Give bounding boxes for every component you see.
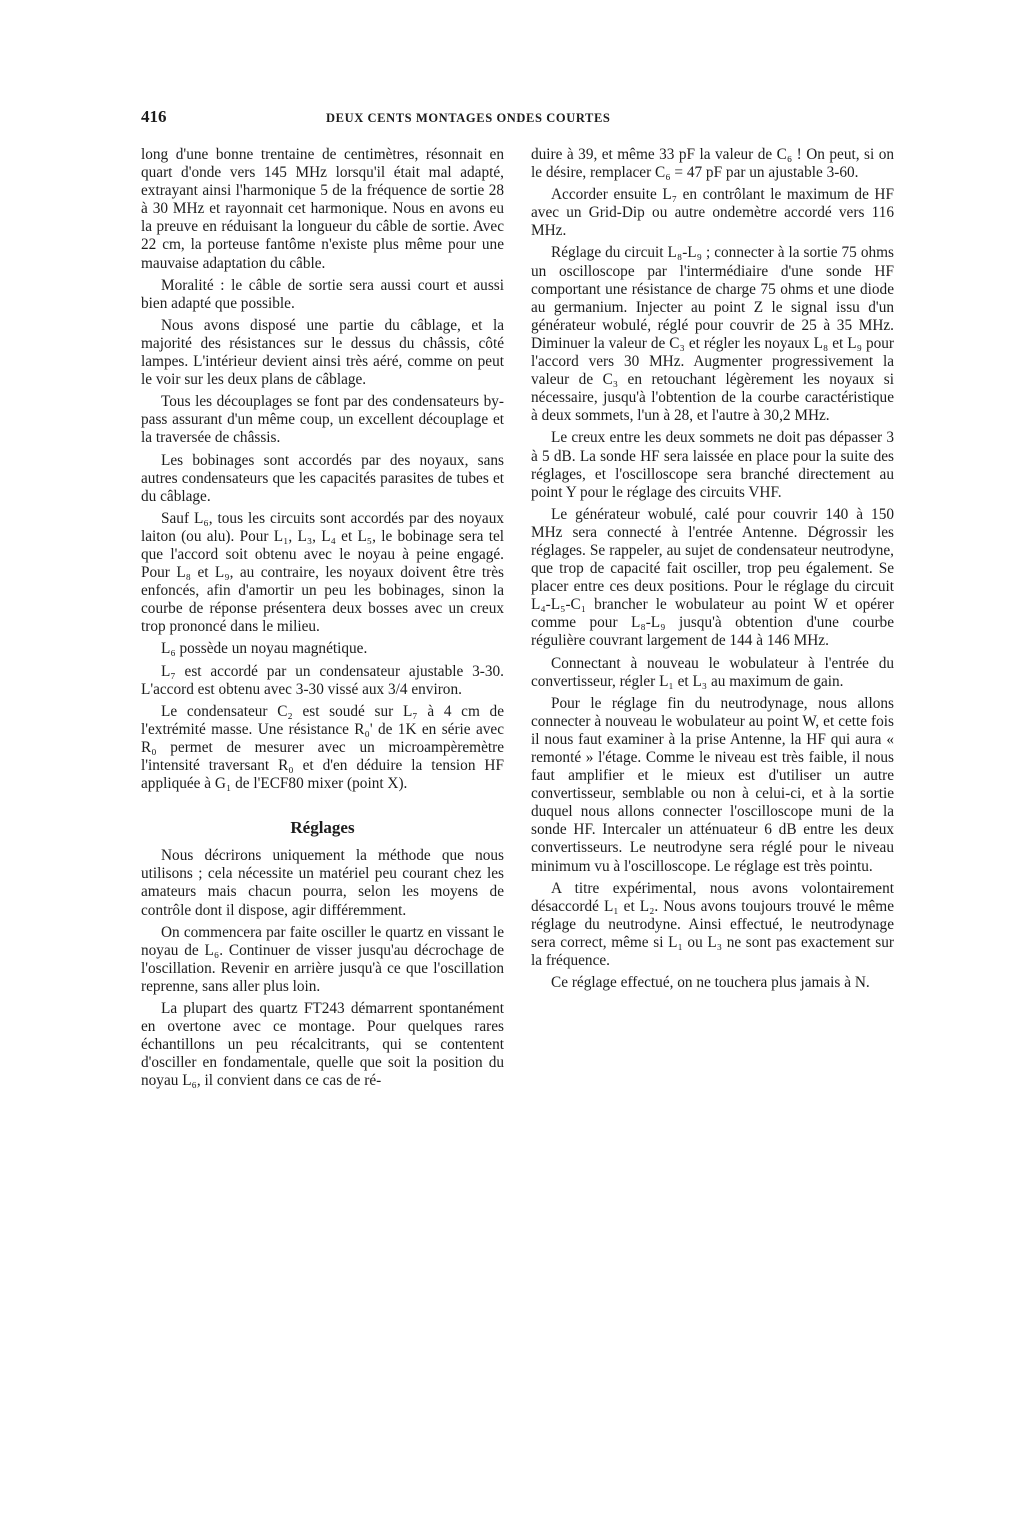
section-heading: Réglages bbox=[290, 818, 355, 838]
paragraph: On commencera par faite osciller le quartz en vissant le noyau de L₆. Continuer de visser jusqu'au décrochage de l'oscillation. Revenir en arrière jusqu'à ce que l'oscillation reprenne, sans aller plus loin. bbox=[141, 923, 504, 995]
running-title: DEUX CENTS MONTAGES ONDES COURTES bbox=[326, 111, 611, 125]
page-number: 416 bbox=[141, 107, 167, 126]
paragraph: Le creux entre les deux sommets ne doit pas dépasser 3 à 5 dB. La sonde HF sera laissée en place pour la suite des réglages, et l'oscilloscope sera branché directement au point Y pour le réglage des circuits VHF. bbox=[531, 429, 894, 501]
left-column bbox=[141, 146, 504, 1095]
paragraph: Moralité : le câble de sortie sera aussi court et aussi bien adapté que possible. bbox=[141, 276, 504, 312]
paragraph: Sauf L₆, tous les circuits sont accordés par des noyaux laiton (ou alu). Pour L₁, L₃, L₄ et L₅, le bobinage sera tel que l'accord soit obtenu avec le noyau à peine engagé. Pour L₈ et L₉, au contraire, les noyaux doivent être très enfoncés, afin d'amortir un peu les bobinages, sinon la courbe de réponse présentera deux bosses avec un creux trop prononcé dans le milieu. bbox=[141, 509, 504, 636]
paragraph: Tous les découplages se font par des condensateurs by-pass assurant d'un même coup, un excellent découplage et la traversée de châssis. bbox=[141, 393, 504, 447]
paragraph: La plupart des quartz FT243 démarrent spontanément en overtone avec ce montage. Pour quelques rares échantillons un peu récalcitrants, qui se contentent d'osciller en fondamentale, quelle que soit la position du noyau L₆, il convient dans ce cas de ré- bbox=[141, 1000, 504, 1090]
paragraph: Accorder ensuite L₇ en contrôlant le maximum de HF avec un Grid-Dip ou autre ondemètre accordé vers 116 MHz. bbox=[531, 186, 894, 240]
paragraph: Ce réglage effectué, on ne touchera plus jamais à N. bbox=[551, 974, 870, 992]
paragraph: Le condensateur C₂ est soudé sur L₇ à 4 cm de l'extrémité masse. Une résistance R₀' de 1K en série avec R₀ permet de mesurer avec un microampèremètre l'intensité traversant R₀ et d'en déduire la tension HF appliquée à G₁ de l'ECF80 mixer (point X). bbox=[141, 702, 504, 793]
paragraph: Nous avons disposé une partie du câblage, et la majorité des résistances sur le dessus du châssis, côté lampes. L'intérieur devient ainsi très aéré, comme on peut le voir sur les deux plans de câblage. bbox=[141, 316, 504, 389]
right-column bbox=[531, 146, 894, 996]
paragraph: Nous décrirons uniquement la méthode que nous utilisons ; cela nécessite un matériel peu courant chez les amateurs mais chacun pourra, selon les moyens de contrôle dont il dispose, agir différemment. bbox=[141, 847, 504, 919]
paragraph: Réglage du circuit L₈-L₉ ; connecter à la sortie 75 ohms un oscilloscope par l'intermédiaire d'une sonde HF comportant une résistance de charge 75 ohms et une diode au germanium. Injecter au point Z le signal issu d'un générateur wobulé, réglé pour couvrir de 25 à 35 MHz. Diminuer la valeur de C₃ et régler les noyaux L₈ et L₉ pour l'accord vers 30 MHz. Augmenter progressivement la valeur de C₃ en retouchant légèrement les noyaux si nécessaire, jusqu'à l'obtention de la courbe caractéristique à deux sommets, l'un à 28, et l'autre à 30,2 MHz. bbox=[531, 244, 894, 425]
paragraph: Connectant à nouveau le wobulateur à l'entrée du convertisseur, régler L₁ et L₃ au maximum de gain. bbox=[531, 654, 894, 690]
paragraph: duire à 39, et même 33 pF la valeur de C₆ ! On peut, si on le désire, remplacer C₆ = 47 pF par un ajustable 3-60. bbox=[531, 146, 894, 182]
paragraph: Pour le réglage fin du neutrodynage, nous allons connecter à nouveau le wobulateur au point W, et cette fois il nous faut examiner à la prise Antenne, la HF qui aura « remonté » l'étage. Comme le niveau est très faible, il nous faut amplifier et le mieux est d'utiliser un autre convertisseur, semblable ou non à celui-ci, et à la sortie duquel nous allons connecter l'oscilloscope muni de la sonde HF. Intercaler un atténuateur 6 dB entre les deux convertisseurs. Le neutrodyne sera réglé pour le niveau minimum vu à l'oscilloscope. Le réglage est très pointu. bbox=[531, 694, 894, 875]
paragraph: long d'une bonne trentaine de centimètres, résonnait en quart d'onde vers 145 MHz lorsqu'il était mal adapté, extrayant ainsi l'harmonique 5 de la fréquence de sortie 28 à 30 MHz et rayonnait cet harmonique. Nous en avons eu la preuve en réduisant la longueur du câble de sortie. Avec 22 cm, la porteuse fantôme n'existe plus même pour une mauvaise adaptation du câble. bbox=[141, 146, 504, 272]
paragraph: Le générateur wobulé, calé pour couvrir 140 à 150 MHz sera connecté à l'entrée Antenne. Dégrossir les réglages. Se rappeler, au sujet de condensateur neutrodyne, que trop de capacité fait osciller, trop peu également. Se placer entre ces deux positions. Pour le réglage du circuit L₄-L₅-C₁ brancher le wobulateur au point W et opérer comme pour L₈-L₉ jusqu'à obtention d'une courbe régulière couvrant largement de 144 à 146 MHz. bbox=[531, 505, 894, 650]
paragraph: L₆ possède un noyau magnétique. bbox=[161, 640, 368, 658]
paragraph: Les bobinages sont accordés par des noyaux, sans autres condensateurs que les capacités parasites de tubes et du câblage. bbox=[141, 451, 504, 505]
paragraph: A titre expérimental, nous avons volontairement désaccordé L₁ et L₂. Nous avons toujours trouvé le même réglage du neutrodyne. Ainsi effectué, le neutrodynage sera correct, même si L₁ ou L₃ ne sont pas exactement sur la fréquence. bbox=[531, 879, 894, 970]
paragraph: L₇ est accordé par un condensateur ajustable 3-30. L'accord est obtenu avec 3-30 vissé aux 3/4 environ. bbox=[141, 662, 504, 698]
